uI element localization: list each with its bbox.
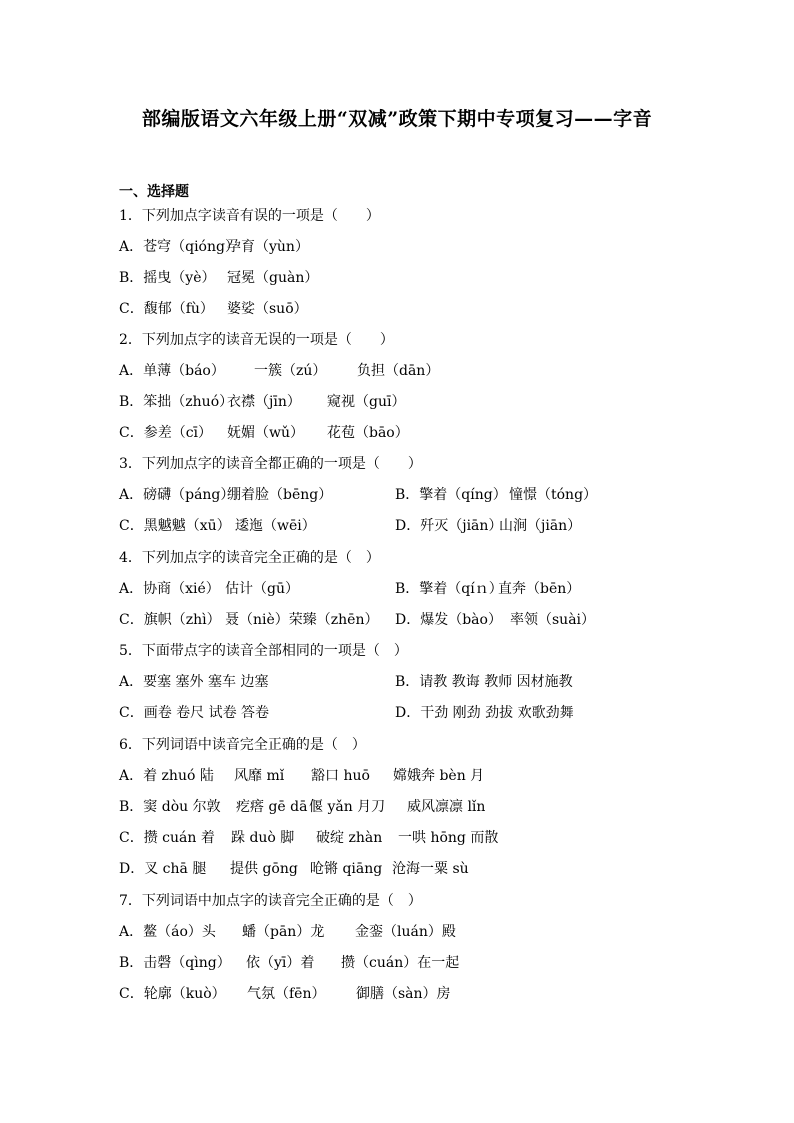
answer-option: 依（yī）着 [246, 955, 315, 971]
answer-option: C．轮廓（kuò） [119, 986, 226, 1002]
answer-option: 负担（dān） [357, 363, 440, 379]
section-heading: 一、选择题 [119, 184, 189, 200]
answer-option: 聂（niè）荣臻（zhēn） [225, 612, 379, 628]
answer-option: 衣襟（jīn） [227, 394, 301, 410]
answer-option: 孕育（yùn） [227, 239, 309, 255]
answer-option: C．参差（cī） [119, 425, 213, 441]
answer-option: B．擎着（qíng） [395, 487, 507, 503]
answer-option: 一簇（zú） [254, 363, 327, 379]
answer-option: D．爆发（bào） [395, 612, 502, 628]
answer-option: 一哄 hōng 而散 [398, 830, 499, 846]
answer-option: B．击磬（qìng） [119, 955, 231, 971]
answer-option: 逶迤（wēi） [235, 518, 316, 534]
answer-option: 山涧（jiān） [499, 518, 582, 534]
answer-option: C．攒 cuán 着 [119, 830, 215, 846]
question-text: 4．下列加点字的读音完全正确的是（ ） [119, 550, 380, 566]
answer-option: 直奔（bēn） [498, 581, 581, 597]
answer-option: A．着 zhuó 陆 [119, 768, 214, 784]
answer-option: 攒（cuán）在一起 [341, 955, 460, 971]
answer-option: D．叉 chā 腿 [119, 861, 207, 877]
answer-option: 绷着脸（bēng） [227, 487, 333, 503]
answer-option: A．鳌（áo）头 [119, 924, 216, 940]
answer-option: 跺 duò 脚 [231, 830, 295, 846]
question-text: 3．下列加点字的读音全都正确的一项是（ ） [119, 456, 422, 472]
answer-option: 嫦娥奔 bèn 月 [393, 768, 485, 784]
answer-option: 偃 yǎn 月刀 [309, 799, 386, 815]
answer-option: 蟠（pān）龙 [242, 924, 325, 940]
answer-option: 冠冕（guàn） [227, 270, 319, 286]
answer-option: 风靡 mǐ [234, 768, 285, 784]
answer-option: 婆娑（suō） [227, 301, 308, 317]
answer-option: 花苞（bāo） [327, 425, 409, 441]
question-text: 2．下列加点字的读音无误的一项是（ ） [119, 332, 394, 348]
answer-option: 呛锵 qiāng [310, 861, 383, 877]
answer-option: 疙瘩 gē dā [236, 799, 308, 815]
answer-option: A．单薄（báo） [119, 363, 225, 379]
question-text: 7．下列词语中加点字的读音完全正确的是（ ） [119, 893, 422, 909]
answer-option: D．干劲 刚劲 劲拔 欢歌劲舞 [395, 705, 574, 721]
answer-option: C．旗帜（zhì） [119, 612, 221, 628]
answer-option: 提供 gōng [230, 861, 298, 877]
answer-option: C．黑魆魆（xū） [119, 518, 231, 534]
answer-option: 金銮（luán）殿 [355, 924, 456, 940]
answer-option: D．歼灭（jiān） [395, 518, 503, 534]
answer-option: 豁口 huō [311, 768, 370, 784]
answer-option: B．窦 dòu 尔敦 [119, 799, 221, 815]
answer-option: A．要塞 塞外 塞车 边塞 [119, 674, 269, 690]
question-text: 6．下列词语中读音完全正确的是（ ） [119, 737, 366, 753]
answer-option: B．擎着（qíｎ） [395, 581, 503, 597]
answer-option: 御膳（sàn）房 [356, 986, 451, 1002]
answer-option: 估计（gū） [225, 581, 299, 597]
answer-option: A．磅礴（páng） [119, 487, 235, 503]
answer-option: 率领（suài） [510, 612, 596, 628]
answer-option: C．馥郁（fù） [119, 301, 214, 317]
answer-option: 妩媚（wǔ） [227, 425, 304, 441]
answer-option: 沧海一粟 sù [392, 861, 469, 877]
answer-option: B．摇曳（yè） [119, 270, 216, 286]
answer-option: 气氛（fēn） [247, 986, 326, 1002]
question-text: 5．下面带点字的读音全部相同的一项是（ ） [119, 643, 408, 659]
answer-option: B．笨拙（zhuó） [119, 394, 234, 410]
answer-option: 憧憬（tóng） [509, 487, 598, 503]
answer-option: A．苍穹（qióng） [119, 239, 239, 255]
page-title: 部编版语文六年级上册“双减”政策下期中专项复习——字音 [141, 108, 653, 130]
question-text: 1．下列加点字读音有误的一项是（ ） [119, 208, 380, 224]
answer-option: 窥视（guī） [327, 394, 406, 410]
answer-option: A．协商（xié） [119, 581, 220, 597]
answer-option: B．请教 教诲 教师 因材施教 [395, 674, 573, 690]
answer-option: C．画卷 卷尺 试卷 答卷 [119, 705, 270, 721]
answer-option: 破绽 zhàn [316, 830, 383, 846]
answer-option: 威风凛凛 lǐn [407, 799, 486, 815]
